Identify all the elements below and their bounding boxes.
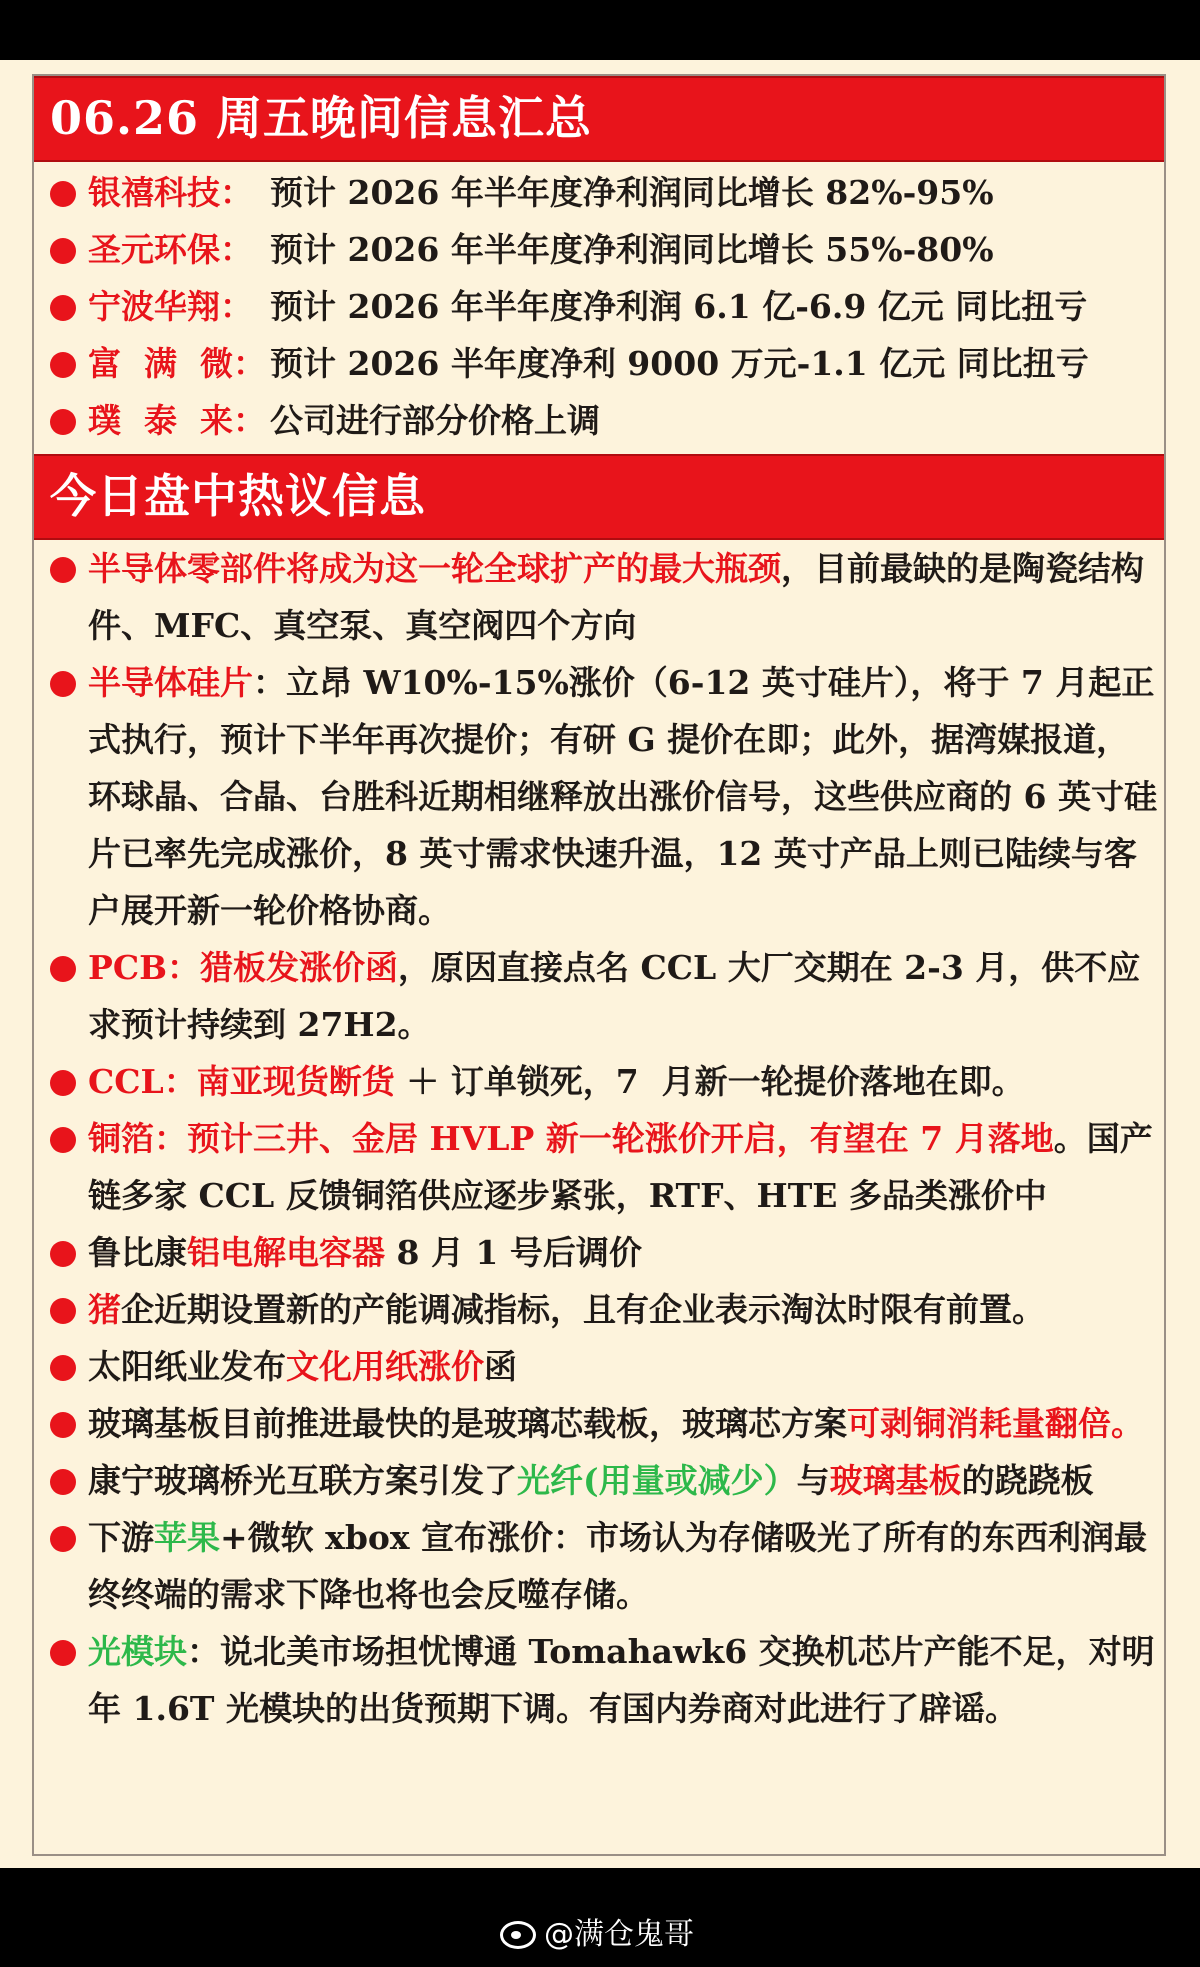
bullet-dot-icon	[50, 1469, 76, 1495]
watermark-text: @满仓鬼哥	[544, 1917, 694, 1952]
bullet-dot-icon	[50, 1298, 76, 1324]
list-item	[48, 1110, 1158, 1224]
section-title-intraday-hot-topics: 今日盘中热议信息	[34, 454, 1164, 540]
list-item	[48, 164, 1158, 221]
item-text: ，目前最缺的是陶瓷结构件、MFC、真空泵、真空阀四个方向	[88, 549, 1144, 645]
intraday-hot-topics-list	[48, 540, 1158, 1737]
bullet-dot-icon	[50, 409, 76, 435]
item-text: 玻璃基板目前推进最快的是玻璃芯载板，玻璃芯方案	[88, 1404, 847, 1443]
watermark	[500, 1915, 694, 1955]
item-text: 公司进行部分价格上调	[270, 401, 600, 440]
item-text: 预计 2026 年半年度净利润 6.1 亿-6.9 亿元 同比扭亏	[270, 287, 1088, 326]
news-card	[0, 60, 1200, 1868]
item-text: 太阳纸业发布	[88, 1347, 286, 1386]
highlight-text: 半导体硅片	[88, 663, 253, 702]
item-text: +微软 xbox 宣布涨价：市场认为存储吸光了所有的东西利润最终终端的需求下降也将也会反噬存储。	[88, 1518, 1148, 1614]
highlight-text: 文化用纸涨价	[286, 1347, 484, 1386]
list-item	[48, 221, 1158, 278]
bullet-dot-icon	[50, 1412, 76, 1438]
item-text: 预计 2026 年半年度净利润同比增长 82%-95%	[270, 173, 994, 212]
highlight-text: 玻璃基板	[829, 1461, 962, 1500]
weibo-logo-icon	[500, 1921, 536, 1949]
item-text: ＋ 订单锁死，7 月新一轮提价落地在即。	[394, 1062, 1025, 1101]
list-item	[48, 654, 1158, 939]
list-item	[48, 335, 1158, 392]
evening-summary-list	[48, 164, 1158, 449]
list-item	[48, 1452, 1158, 1509]
item-text: 下游	[88, 1518, 154, 1557]
bullet-dot-icon	[50, 1127, 76, 1153]
bullet-dot-icon	[50, 956, 76, 982]
item-text: 与	[796, 1461, 830, 1500]
item-text: 康宁玻璃桥光互联方案引发了	[88, 1461, 517, 1500]
bullet-dot-icon	[50, 295, 76, 321]
bullet-dot-icon	[50, 1640, 76, 1666]
item-text: 的跷跷板	[961, 1461, 1094, 1500]
item-text: 8 月 1 号后调价	[385, 1233, 642, 1272]
item-text: 预计 2026 半年度净利 9000 万元-1.1 亿元 同比扭亏	[270, 344, 1089, 383]
bullet-dot-icon	[50, 557, 76, 583]
list-item	[48, 1053, 1158, 1110]
item-text: ：立昂 W10%-15%涨价（6-12 英寸硅片），将于 7 月起正式执行，预计下半年再次提价；有研 G 提价在即；此外，据湾媒报道，环球晶、合晶、台胜科近期相继释放出涨价信号，这些供应商的 6 英寸硅片已率先完成涨价，8 英寸需求快速升温，12 英寸产品上则已陆续与客户展开新一轮价格协商。	[88, 663, 1157, 930]
green-highlight-text: 苹果	[154, 1518, 220, 1557]
bullet-dot-icon	[50, 1070, 76, 1096]
list-item	[48, 939, 1158, 1053]
company-name: 璞 泰 来：	[88, 401, 266, 440]
item-text: ：说北美市场担忧博通 Tomahawk6 交换机芯片产能不足，对明年 1.6T 光模块的出货预期下调。有国内券商对此进行了辟谣。	[88, 1632, 1155, 1728]
list-item	[48, 1338, 1158, 1395]
highlight-text: CCL：南亚现货断货	[88, 1062, 395, 1101]
company-name: 圣元环保：	[88, 230, 253, 269]
list-item	[48, 1509, 1158, 1623]
highlight-text: PCB：猎板发涨价函	[88, 948, 398, 987]
bullet-dot-icon	[50, 1355, 76, 1381]
highlight-text: 可剥铜消耗量翻倍。	[847, 1404, 1144, 1443]
bullet-dot-icon	[50, 671, 76, 697]
company-name: 银禧科技：	[88, 173, 253, 212]
company-name: 宁波华翔：	[88, 287, 253, 326]
list-item	[48, 1224, 1158, 1281]
item-text: 预计 2026 年半年度净利润同比增长 55%-80%	[270, 230, 994, 269]
highlight-text: 猪	[88, 1290, 121, 1329]
list-item	[48, 540, 1158, 654]
highlight-text: 铜箔：预计三井、金居 HVLP 新一轮涨价开启，有望在 7 月落地	[88, 1119, 1054, 1158]
bullet-dot-icon	[50, 1526, 76, 1552]
bullet-dot-icon	[50, 181, 76, 207]
item-text: 函	[484, 1347, 517, 1386]
item-text: 鲁比康	[88, 1233, 187, 1272]
highlight-text: 半导体零部件将成为这一轮全球扩产的最大瓶颈	[88, 549, 781, 588]
company-name: 富 满 微：	[88, 344, 266, 383]
item-text: 企近期设置新的产能调减指标，且有企业表示淘汰时限有前置。	[121, 1290, 1045, 1329]
list-item	[48, 392, 1158, 449]
bullet-dot-icon	[50, 1241, 76, 1267]
list-item	[48, 278, 1158, 335]
section-title-evening-summary: 06.26 周五晚间信息汇总	[34, 76, 1164, 162]
item-text: 。国产链多家 CCL 反馈铜箔供应逐步紧张，RTF、HTE 多品类涨价中	[88, 1119, 1153, 1215]
bullet-dot-icon	[50, 238, 76, 264]
green-highlight-text: 光模块	[88, 1632, 187, 1671]
green-highlight-text: 光纤(用量或减少）	[517, 1461, 797, 1500]
highlight-text: 铝电解电容器	[187, 1233, 385, 1272]
list-item	[48, 1623, 1158, 1737]
item-text: ，原因直接点名 CCL 大厂交期在 2-3 月，供不应求预计持续到 27H2。	[88, 948, 1141, 1044]
bullet-dot-icon	[50, 352, 76, 378]
list-item	[48, 1395, 1158, 1452]
list-item	[48, 1281, 1158, 1338]
